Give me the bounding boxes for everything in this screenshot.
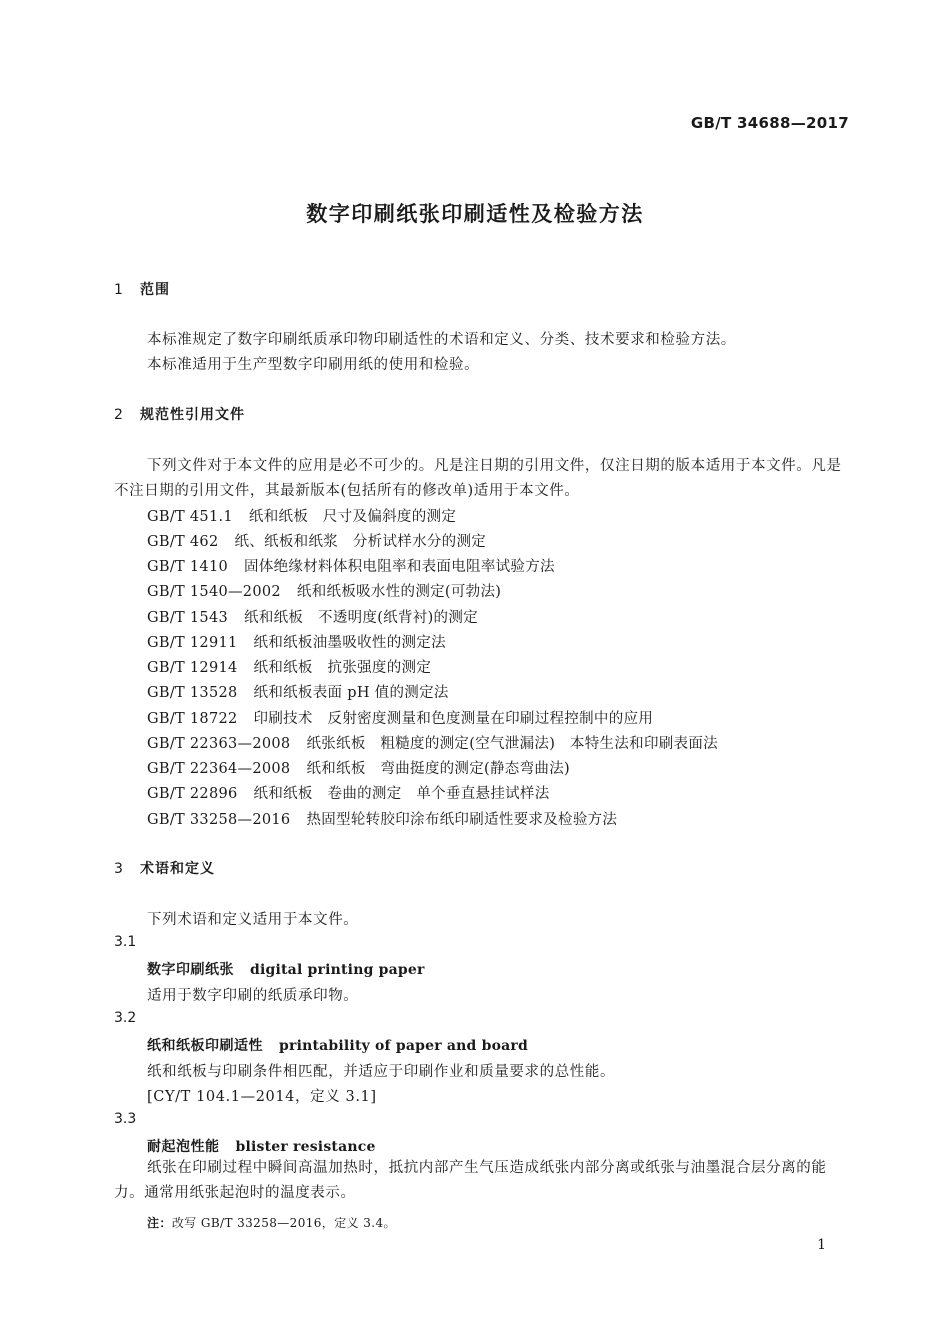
reference-code: GB/T 18722	[147, 711, 238, 727]
term-heading	[147, 959, 425, 979]
reference-title: 纸和纸板吸水性的测定(可勃法)	[296, 584, 502, 600]
term-heading	[147, 1136, 376, 1156]
term-number: 3.3	[114, 1111, 137, 1127]
reference-item	[147, 732, 718, 753]
reference-code: GB/T 12914	[147, 660, 238, 676]
section-title: 规范性引用文件	[140, 407, 245, 423]
term-heading	[147, 1035, 528, 1055]
term-number: 3.2	[114, 1010, 137, 1026]
reference-title: 纸张纸板 粗糙度的测定(空气泄漏法) 本特生法和印刷表面法	[306, 736, 718, 752]
section-title: 术语和定义	[140, 861, 215, 877]
reference-title: 纸和纸板表面 pH 值的测定法	[253, 685, 449, 701]
paragraph: 下列文件对于本文件的应用是必不可少的。凡是注日期的引用文件，仅注日期的版本适用于本文件。凡是不注日期的引用文件，其最新版本(包括所有的修改单)适用于本文件。	[114, 458, 842, 499]
reference-title: 印刷技术 反射密度测量和色度测量在印刷过程控制中的应用	[253, 711, 654, 727]
page-number: 1	[817, 1237, 826, 1253]
term-en: blister resistance	[235, 1139, 376, 1155]
term-source: [CY/T 104.1—2014，定义 3.1]	[147, 1089, 377, 1105]
reference-item	[147, 606, 478, 627]
reference-code: GB/T 462	[147, 534, 219, 550]
standard-code: GB/T 34688—2017	[690, 114, 849, 132]
note-label: 注：	[147, 1216, 172, 1230]
section-title: 范围	[140, 282, 170, 298]
reference-item	[147, 631, 446, 652]
paragraph: 本标准适用于生产型数字印刷用纸的使用和检验。	[147, 357, 480, 373]
reference-item	[147, 580, 501, 601]
term-zh: 数字印刷纸张	[147, 962, 234, 978]
term-definition: 纸和纸板与印刷条件相匹配，并适应于印刷作业和质量要求的总性能。	[147, 1064, 616, 1080]
reference-item	[147, 505, 456, 526]
reference-code: GB/T 451.1	[147, 509, 233, 525]
reference-item	[147, 530, 486, 551]
reference-code: GB/T 12911	[147, 635, 238, 651]
section-1-heading	[114, 279, 170, 299]
reference-code: GB/T 22896	[147, 786, 238, 802]
document-title: 数字印刷纸张印刷适性及检验方法	[306, 202, 644, 226]
term-zh: 纸和纸板印刷适性	[147, 1038, 263, 1054]
reference-item	[147, 707, 653, 728]
reference-item	[147, 555, 555, 576]
section-number: 3	[114, 861, 124, 877]
reference-code: GB/T 13528	[147, 685, 238, 701]
reference-item	[147, 681, 449, 702]
section-number: 1	[114, 282, 124, 298]
section-3-heading	[114, 858, 215, 878]
reference-title: 纸、纸板和纸浆 分析试样水分的测定	[234, 534, 487, 550]
term-note	[147, 1214, 396, 1231]
paragraph: 下列术语和定义适用于本文件。	[147, 912, 359, 928]
reference-code: GB/T 1410	[147, 559, 229, 575]
term-number: 3.1	[114, 934, 137, 950]
reference-item	[147, 656, 431, 677]
reference-title: 固体绝缘材料体积电阻率和表面电阻率试验方法	[244, 559, 555, 575]
reference-item	[147, 757, 570, 778]
term-definition: 纸张在印刷过程中瞬间高温加热时，抵抗内部产生气压造成纸张内部分离或纸张与油墨混合层分离的能力。通常用纸张起泡时的温度表示。	[114, 1160, 827, 1201]
reference-code: GB/T 1543	[147, 610, 229, 626]
reference-title: 纸和纸板 卷曲的测定 单个垂直悬挂试样法	[253, 786, 550, 802]
reference-code: GB/T 33258—2016	[147, 812, 291, 828]
term-zh: 耐起泡性能	[147, 1139, 220, 1155]
reference-item	[147, 782, 550, 803]
reference-title: 热固型轮转胶印涂布纸印刷适性要求及检验方法	[306, 812, 618, 828]
section-number: 2	[114, 407, 124, 423]
note-text: 改写 GB/T 33258—2016，定义 3.4。	[171, 1216, 396, 1230]
reference-code: GB/T 22363—2008	[147, 736, 291, 752]
section-2-heading	[114, 404, 245, 424]
reference-title: 纸和纸板 弯曲挺度的测定(静态弯曲法)	[306, 761, 570, 777]
reference-title: 纸和纸板油墨吸收性的测定法	[253, 635, 446, 651]
reference-title: 纸和纸板 尺寸及偏斜度的测定	[248, 509, 457, 525]
term-en: printability of paper and board	[279, 1038, 528, 1054]
paragraph: 本标准规定了数字印刷纸质承印物印刷适性的术语和定义、分类、技术要求和检验方法。	[147, 332, 736, 348]
term-definition: 适用于数字印刷的纸质承印物。	[147, 988, 359, 1004]
reference-code: GB/T 1540—2002	[147, 584, 281, 600]
reference-title: 纸和纸板 不透明度(纸背衬)的测定	[244, 610, 478, 626]
reference-title: 纸和纸板 抗张强度的测定	[253, 660, 432, 676]
reference-item	[147, 808, 617, 829]
term-en: digital printing paper	[250, 962, 425, 978]
reference-code: GB/T 22364—2008	[147, 761, 291, 777]
